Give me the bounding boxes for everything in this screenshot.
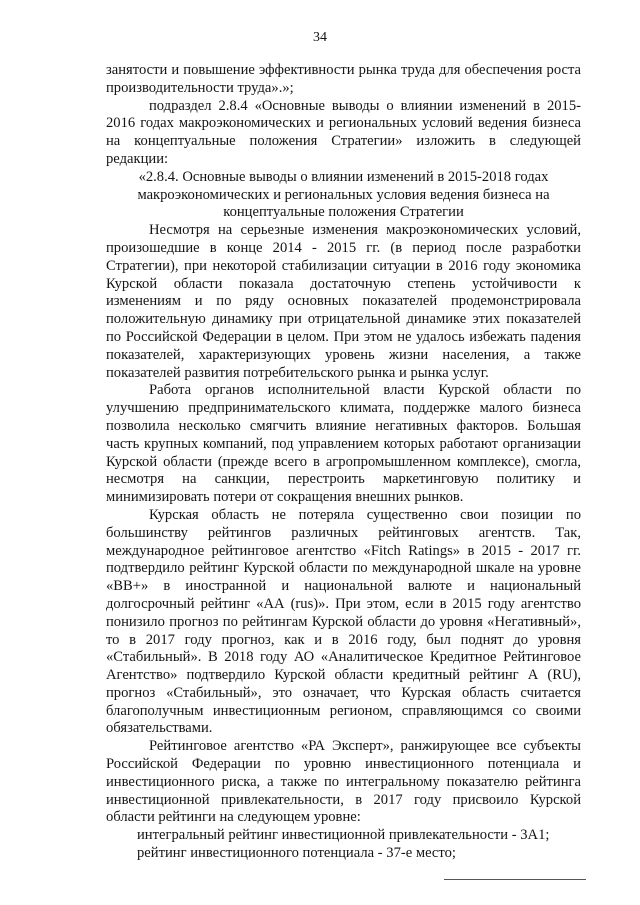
continued-paragraph: занятости и повышение эффективности рынка труда для обеспечения роста производительности труда».»; bbox=[106, 62, 581, 96]
body-paragraph: Рейтинговое агентство «РА Эксперт», ранжирующее все субъекты Российской Федерации по уровню инвестиционного потенциала и инвестиционного риска, а также по интегральному показателю рейтинга инвестиционной привлекательности, в 2017 году присвоило Курской области рейтинги на следующем уровне: bbox=[106, 738, 581, 826]
list-item: интегральный рейтинг инвестиционной привлекательности - 3А1; bbox=[137, 827, 550, 844]
footer-rule bbox=[444, 879, 586, 880]
section-heading: «2.8.4. Основные выводы о влиянии изменений в 2015-2018 годах макроэкономических и региональных условия ведения бизнеса на концептуальные положения Стратегии bbox=[137, 168, 550, 221]
document-body bbox=[106, 62, 581, 863]
body-paragraph: Несмотря на серьезные изменения макроэкономических условий, произошедшие в конце 2014 - 2015 гг. (в период после разработки Стратегии), при некоторой стабилизации ситуации в 2016 году экономика Курской области показала достаточную степень устойчивости к изменениям и по ряду основных показателей продемонстрировала положительную динамику при отрицательной динамике этих показателей по Российской Федерации в целом. При этом не удалось избежать падения показателей, характеризующих уровень жизни населения, а также показателей развития потребительского рынка и рынка услуг. bbox=[106, 222, 581, 381]
body-paragraph: Работа органов исполнительной власти Курской области по улучшению предпринимательского климата, поддержке малого бизнеса позволила несколько смягчить влияние негативных факторов. Большая часть крупных компаний, под управлением которых работают организации Курской области (прежде всего в агропромышленном комплексе), смогла, несмотря на санкции, перестроить маркетинговую политику и минимизировать потери от сокращения внешних рынков. bbox=[106, 382, 581, 506]
body-paragraph: Курская область не потеряла существенно свои позиции по большинству рейтингов различных рейтинговых агентств. Так, международное рейтинговое агентство «Fitch Ratings» в 2015 - 2017 гг. подтвердило рейтинг Курской области по международной шкале на уровне «ВВ+» в иностранной и национальной валюте и национальный долгосрочный рейтинг «АА (rus)». При этом, если в 2015 году агентство понизило прогноз по рейтингам Курской области до уровня «Негативный», то в 2017 году прогноз, как и в 2016 году, был поднят до уровня «Стабильный». В 2018 году АО «Аналитическое Кредитное Рейтинговое Агентство» подтвердило Курской области кредитный рейтинг А (RU), прогноз «Стабильный», это означает, что Курская область считается благополучным инвестиционным регионом, справляющимся со своими обязательствами. bbox=[106, 506, 581, 737]
amendment-paragraph: подраздел 2.8.4 «Основные выводы о влиянии изменений в 2015-2016 годах макроэкономических и региональных условий ведения бизнеса на концептуальные положения Стратегии» изложить в следующей редакции: bbox=[106, 97, 581, 167]
page-number: 34 bbox=[313, 30, 327, 45]
list-item: рейтинг инвестиционного потенциала - 37-е место; bbox=[137, 845, 456, 862]
